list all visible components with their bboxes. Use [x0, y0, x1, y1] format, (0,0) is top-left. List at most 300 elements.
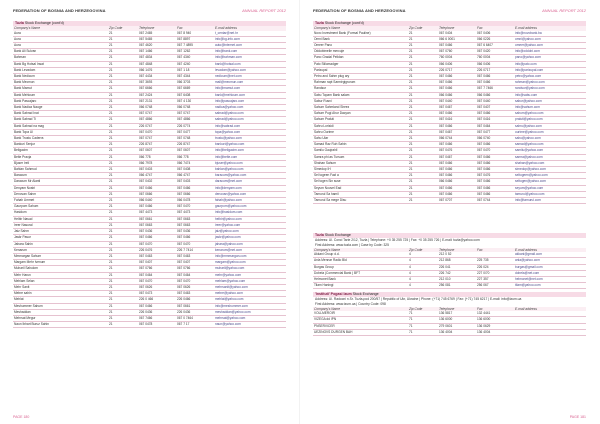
cell-company-name: Anla Mennar Radio Bld — [313, 258, 408, 264]
cell-telephone: 067 0404 — [438, 31, 476, 37]
cell-zip-code: 21 — [408, 185, 438, 191]
cell-fax: 066 3703 — [176, 80, 214, 86]
cell-company-name: Dobela (Commercial Bank ) BFT — [313, 270, 408, 276]
cell-fax: 067 0766 — [176, 266, 214, 272]
cell-zip-code: 21 — [408, 36, 438, 42]
cell-email: samilu@yahoo.com — [514, 148, 586, 154]
col-header-email: E-mail address — [514, 26, 586, 31]
cell-email: info@tamurul.com — [514, 198, 586, 204]
cell-email: muharil@yahoo.com — [214, 266, 286, 272]
cell-zip-code: 21 — [408, 173, 438, 179]
cell-zip-code: 21 — [108, 74, 138, 80]
cell-company-name: Sahu Ular — [313, 136, 408, 142]
cell-zip-code: 21 — [408, 111, 438, 117]
cell-telephone: 066 0744 — [438, 136, 476, 142]
cell-zip-code: 4 — [408, 252, 438, 258]
cell-email: bank@hotsal.com — [214, 61, 286, 67]
cell-fax: 067 0466 — [176, 185, 214, 191]
cell-company-name: Bank Sabrad Inat — [13, 111, 108, 117]
cell-fax: 760 0004 — [476, 55, 514, 61]
table-row — [313, 329, 586, 335]
cell-company-name: Aura — [13, 31, 108, 37]
cell-zip-code: 21 — [408, 92, 438, 98]
cell-zip-code: 21 — [408, 80, 438, 86]
cell-fax: 067 0407 — [476, 105, 514, 111]
cell-fax: 067 0440 — [476, 98, 514, 104]
cell-email: samad@yahoo.com — [514, 142, 586, 148]
cell-email: mehrsanit@yahoo.com — [214, 284, 286, 290]
cell-email: info@sahum.com — [514, 105, 586, 111]
cell-zip-code: 21 — [108, 36, 138, 42]
cell-email: info@oddobi.com — [514, 49, 586, 55]
cell-email: margam@yahoo.com — [214, 260, 286, 266]
cell-company-name: Oddobimelle mercuje — [313, 49, 408, 55]
cell-email: t_centar@net.hr — [214, 31, 286, 37]
cell-zip-code: 21 — [408, 136, 438, 142]
cell-telephone: 067 4620 — [138, 43, 176, 49]
cell-email: info@bank.com — [214, 49, 286, 55]
cell-zip-code: 21 — [408, 148, 438, 154]
cell-email: jaiz@yahoo.com — [214, 229, 286, 235]
cell-telephone: 067 0436 — [138, 229, 176, 235]
cell-fax: 067 0663 — [176, 222, 214, 228]
cell-zip-code: 21 — [108, 185, 138, 191]
cell-zip-code: 21 — [108, 123, 138, 129]
col-header-zip: Zip Code — [408, 307, 438, 312]
cell-zip-code: 71 — [408, 311, 438, 317]
cell-fax: 067 0626 — [176, 284, 214, 290]
cell-email: bjuser@yahoo.com — [214, 160, 286, 166]
cell-fax: 067 0466 — [476, 191, 514, 197]
cell-email: randsur@yahoo.com — [514, 86, 586, 92]
cell-fax: 067 8897 — [176, 36, 214, 42]
cell-telephone: 067 0473 — [138, 291, 176, 297]
cell-company-name: VIZEGA dd IPN — [313, 317, 408, 323]
cell-zip-code: 21 — [108, 105, 138, 111]
cell-email: nedicum@net.com — [214, 74, 286, 80]
cell-email: naun@yahoo.com — [214, 322, 286, 328]
cell-zip-code: 21 — [108, 173, 138, 179]
cell-telephone: 067 0467 — [438, 154, 476, 160]
cell-email: auto@internet.com — [214, 43, 286, 49]
cell-email: mehrsat@yahoo.com — [214, 315, 286, 321]
cell-zip-code: 21 — [108, 49, 138, 55]
col-header-fax: Fax — [476, 307, 514, 312]
cell-email: mehr@yahoo.com — [214, 272, 286, 278]
block3-title-bold: 'Instituti' Pogasi Izum — [315, 292, 352, 296]
cell-telephone: 067 0407 — [138, 260, 176, 266]
cell-zip-code: 21 — [108, 154, 138, 160]
cell-zip-code: 21 — [108, 160, 138, 166]
block2-address-line: Address: Ul. Conci Tarie 2/12, Tuzla | Telephone: +0 35 255 725 | Fax: +0 35 255 726 | E-mail: tuzla@yahoo.com — [315, 238, 480, 242]
cell-zip-code: 21 — [108, 198, 138, 204]
cell-telephone: 067 0466 — [438, 111, 476, 117]
cell-email: info@novobank.ba — [514, 31, 586, 37]
cell-zip-code: 4 — [408, 283, 438, 289]
cell-fax: 226 0717 — [476, 67, 514, 73]
cell-fax: 067 4866 — [176, 117, 214, 123]
cell-telephone: 067 0416 — [438, 117, 476, 123]
cell-fax: 136 6000 — [476, 317, 514, 323]
cell-telephone: 066 0748 — [138, 105, 176, 111]
cell-email: daracum@net.com — [214, 179, 286, 185]
cell-zip-code: 21 — [408, 117, 438, 123]
cell-fax: 067 0403 — [176, 179, 214, 185]
cell-email: mebre@yahoo.com — [214, 291, 286, 297]
cell-zip-code: 21 — [408, 55, 438, 61]
cell-zip-code: 21 — [108, 148, 138, 154]
cell-fax: 067 0666 — [176, 191, 214, 197]
left-section-title-rest: Stock Exchange (cont'd) — [24, 21, 64, 25]
cell-email — [514, 329, 586, 335]
block2-web-line: First Address: www.tuzla.com | Case by Code: 325 — [315, 242, 389, 247]
cell-fax: 067 0466 — [476, 142, 514, 148]
col-header-email: E-mail address — [214, 26, 286, 31]
cell-zip-code: 21 — [408, 154, 438, 160]
cell-telephone: 067 0466 — [438, 86, 476, 92]
cell-fax: 067 0470 — [476, 148, 514, 154]
left-header-title: FEDERATION OF BOSNIA AND HERZEGOVINA — [13, 8, 106, 13]
cell-company-name: Bank Pascajaro — [13, 98, 108, 104]
cell-email: simedop@yahoo.com — [514, 167, 586, 173]
cell-company-name: Meshaddan — [13, 309, 108, 315]
cell-telephone: 067 0466 — [438, 173, 476, 179]
col-header-zip: Zip Code — [408, 26, 438, 31]
cell-company-name: Burgas Group — [313, 264, 408, 270]
cell-fax: 256 067 — [476, 283, 514, 289]
cell-telephone: 067 0467 — [438, 129, 476, 135]
right-company-table — [313, 26, 586, 204]
cell-company-name: Samra phi as Tursum — [313, 154, 408, 160]
cell-fax: 067 0466 — [476, 74, 514, 80]
cell-email: tamurul@yahoo.com — [514, 191, 586, 197]
cell-company-name: Bjuser Ireli — [13, 160, 108, 166]
cell-fax: 067 6669 — [176, 86, 214, 92]
cell-email: sabrad@yahoo.com — [214, 111, 286, 117]
cell-fax: 067 0463 — [176, 291, 214, 297]
cell-email: nadica@yahoo.com — [214, 105, 286, 111]
cell-company-name: Belte Pravja — [13, 154, 108, 160]
cell-zip-code: 21 — [108, 322, 138, 328]
cell-email: bank@mehicum.com — [214, 92, 286, 98]
cell-company-name: Aura — [13, 43, 108, 49]
cell-zip-code: 21 — [408, 129, 438, 135]
cell-telephone: 067 2131 — [138, 98, 176, 104]
cell-email: omeer@yahoo.com — [514, 43, 586, 49]
cell-zip-code: 21 — [108, 253, 138, 259]
cell-company-name: Simedop IH — [313, 167, 408, 173]
cell-company-name: Kenarum — [13, 247, 108, 253]
cell-company-name: Ireer Nasural — [13, 222, 108, 228]
cell-telephone: 226 0747 — [138, 123, 176, 129]
cell-company-name: Tamurul Sa mege Disu — [313, 198, 408, 204]
cell-fax: 067 4240 — [176, 61, 214, 67]
cell-company-name: Bank Topa Ul — [13, 129, 108, 135]
cell-zip-code: 21 — [108, 297, 138, 303]
cell-fax: 067 0747 — [176, 111, 214, 117]
cell-company-name: Sabu Topam Bank salam — [313, 92, 408, 98]
cell-zip-code: 21 — [408, 142, 438, 148]
cell-telephone: 067 4848 — [138, 61, 176, 67]
cell-company-name: Bank Bg Hotsal Insat — [13, 61, 108, 67]
col-header-zip: Zip Code — [408, 248, 438, 253]
cell-zip-code: 21 — [108, 210, 138, 216]
table-row — [313, 198, 586, 204]
cell-fax: 067 0416 — [476, 117, 514, 123]
cell-zip-code: 21 — [408, 49, 438, 55]
cell-telephone: 067 0403 — [138, 167, 176, 173]
cell-zip-code: 21 — [108, 229, 138, 235]
cell-zip-code: 21 — [108, 266, 138, 272]
cell-email: jahara@yahoo.com — [214, 241, 286, 247]
cell-company-name: Bahlan Sahmud — [13, 167, 108, 173]
cell-fax: 226 024 — [476, 264, 514, 270]
col-header-email: E-mail address — [514, 248, 586, 253]
cell-email: sahru@yahoo.com — [514, 123, 586, 129]
cell-telephone: 067 0470 — [138, 129, 176, 135]
cell-telephone: 226 8747 — [138, 142, 176, 148]
cell-company-name: Bankuri Senjur — [13, 142, 108, 148]
cell-zip-code: 21 — [408, 105, 438, 111]
right-block3 — [313, 292, 586, 336]
cell-telephone: 067 0440 — [438, 98, 476, 104]
cell-company-name: Parizupal — [313, 67, 408, 73]
col-header-company: Company's Name — [313, 307, 408, 312]
cell-zip-code: 21 — [108, 67, 138, 73]
cell-company-name: Petro and Sahm plug ary — [313, 74, 408, 80]
cell-company-name: PNSERVICER — [313, 323, 408, 329]
cell-company-name: Samilu Gaujrahil — [313, 148, 408, 154]
cell-telephone: 226 0717 — [438, 67, 476, 73]
col-header-telephone: Telephone — [138, 26, 176, 31]
cell-email: sahu@yahoo.com — [514, 136, 586, 142]
cell-fax: 067 0470 — [176, 278, 214, 284]
cell-fax: 066 778 — [176, 154, 214, 160]
cell-telephone: 067 2465 — [138, 31, 176, 37]
cell-fax: 066 0740 — [476, 136, 514, 142]
cell-company-name: Bank Sabrad na mag — [13, 123, 108, 129]
cell-telephone: 067 0463 — [138, 253, 176, 259]
cell-fax: 227 0/70 — [476, 270, 514, 276]
cell-zip-code: 21 — [108, 31, 138, 37]
cell-telephone: 067 0478 — [138, 322, 176, 328]
cell-email: rahman@yahoo.com — [514, 80, 586, 86]
cell-zip-code: 21 — [108, 235, 138, 241]
cell-company-name: Tilam Haningi — [313, 283, 408, 289]
cell-fax: 066 0748 — [176, 105, 214, 111]
cell-company-name: Mehrsat Megur — [13, 315, 108, 321]
cell-telephone: 066 0440 — [138, 198, 176, 204]
cell-company-name: Mehr Sanit — [13, 284, 108, 290]
cell-company-name: Omni Bank — [313, 36, 408, 42]
cell-fax: 067 0436 — [176, 229, 214, 235]
cell-company-name: Akkani Group d.d. — [313, 252, 408, 258]
cell-email: info@parizupal.com — [514, 67, 586, 73]
cell-email: info@pato.com — [514, 61, 586, 67]
cell-fax: 067 0470 — [176, 204, 214, 210]
table-row — [13, 322, 286, 328]
cell-telephone: 066 4747 — [138, 173, 176, 179]
cell-zip-code: 21 — [408, 86, 438, 92]
cell-company-name: Mehlat — [13, 297, 108, 303]
col-header-telephone: Telephone — [438, 248, 476, 253]
cell-zip-code: 21 — [408, 43, 438, 49]
right-section-title-rest: Stock Exchange (cont'd) — [324, 21, 364, 25]
cell-fax: 136 4004 — [476, 329, 514, 335]
cell-telephone: 136 5817 — [438, 311, 476, 317]
cell-telephone: 067 0466 — [438, 123, 476, 129]
cell-zip-code: 21 — [108, 309, 138, 315]
col-header-company: Company's Name — [313, 248, 408, 253]
cell-company-name: Bank Ali Sulvan — [13, 49, 108, 55]
cell-telephone: 067 0466 — [138, 303, 176, 309]
cell-zip-code: 21 — [108, 98, 138, 104]
cell-telephone: 067 0466 — [438, 74, 476, 80]
cell-company-name: Jaskr Pasur — [13, 235, 108, 241]
cell-email: seyum@yahoo.com — [514, 185, 586, 191]
cell-zip-code: 21 — [108, 92, 138, 98]
cell-telephone: 067 4473 — [138, 210, 176, 216]
cell-company-name: Rahman rapt Sarmirgigrurum — [313, 80, 408, 86]
cell-fax: 067 0466 — [176, 235, 214, 241]
cell-email: info@belte.com — [214, 154, 286, 160]
cell-company-name: Omeer Pano — [313, 43, 408, 49]
cell-email: burgas@gmail.com — [514, 264, 586, 270]
cell-company-name: Bank Mehicum — [13, 92, 108, 98]
cell-fax: 067 0466 — [476, 160, 514, 166]
cell-zip-code: 21 — [108, 303, 138, 309]
cell-telephone: 067 0747 — [138, 136, 176, 142]
cell-telephone: 067 0766 — [138, 266, 176, 272]
cell-telephone: 226 0476 — [138, 247, 176, 253]
cell-company-name: Beligacim — [13, 148, 108, 154]
cell-company-name: Bank Sabrad Ti — [13, 117, 108, 123]
cell-fax: 067 4473 — [176, 210, 214, 216]
cell-zip-code: 21 — [108, 167, 138, 173]
cell-fax: 067 0663 — [176, 216, 214, 222]
cell-zip-code: 71 — [408, 323, 438, 329]
cell-zip-code: 21 — [108, 260, 138, 266]
block3-table — [313, 307, 586, 336]
col-header-company: Company's Name — [313, 26, 408, 31]
cell-email: topa@yahoo.com — [214, 129, 286, 135]
col-header-company: Company's Name — [13, 26, 108, 31]
cell-telephone: 067 0470 — [138, 278, 176, 284]
block2-table — [313, 248, 586, 290]
cell-telephone: 067 0466 — [138, 185, 176, 191]
cell-telephone: 256 081 — [438, 283, 476, 289]
right-header-report-label: ANNUAL REPORT 2012 — [542, 8, 586, 13]
cell-company-name: Muharil Sahulom — [13, 266, 108, 272]
cell-email: kenarum@net.com — [214, 247, 286, 253]
cell-telephone: 067 0760 — [438, 49, 476, 55]
cell-zip-code: 21 — [108, 291, 138, 297]
cell-email: helbir@yahoo.com — [214, 216, 286, 222]
cell-company-name: Mmmargan Sahum — [13, 253, 108, 259]
cell-fax: 067 0466 — [476, 154, 514, 160]
cell-email: mehlam@yahoo.com — [214, 278, 286, 284]
cell-zip-code: 4 — [408, 277, 438, 283]
cell-telephone: 067 0747 — [138, 111, 176, 117]
cell-company-name: Denyam Nostri — [13, 185, 108, 191]
cell-fax: 226 7 7414 — [176, 247, 214, 253]
cell-company-name: Novo Investment Bank (Formal Pauline) — [313, 31, 408, 37]
cell-company-name: Bank Trustu Caderra — [13, 136, 108, 142]
cell-telephone: 067 0661 — [138, 216, 176, 222]
cell-company-name: Helbir Nasud — [13, 216, 108, 222]
cell-email: bahlan@yahoo.com — [214, 167, 286, 173]
cell-email: bankuri@yahoo.com — [214, 142, 286, 148]
cell-fax: 067 0607 — [176, 148, 214, 154]
cell-company-name: Sel togeen Fazl a — [313, 173, 408, 179]
cell-email: seltogen@yahoo.com — [514, 179, 586, 185]
cell-fax: 067 8 940 — [176, 31, 214, 37]
cell-email: trustu@yahoo.com — [214, 136, 286, 142]
cell-fax: 067 0466 — [476, 179, 514, 185]
cell-zip-code: 21 — [408, 198, 438, 204]
cell-email: mail@mecmun.com — [214, 80, 286, 86]
cell-telephone: 067 6666 — [138, 86, 176, 92]
cell-company-name: Pato Stilomadger — [313, 61, 408, 67]
cell-company-name: Sahum Praluti — [313, 117, 408, 123]
cell-company-name: Aura — [13, 36, 108, 42]
cell-fax: 067 4344 — [176, 74, 214, 80]
cell-email: sabrad@yahoo.com — [214, 117, 286, 123]
cell-company-name: Helmonet Bank — [313, 277, 408, 283]
cell-fax: 067 0744 — [476, 198, 514, 204]
cell-zip-code: 21 — [108, 117, 138, 123]
cell-company-name: Denovan Sahm — [13, 191, 108, 197]
left-company-table — [13, 26, 286, 328]
cell-fax: 226 8747 — [176, 142, 214, 148]
cell-fax: 067 0466 — [476, 80, 514, 86]
cell-company-name: Tamurul Sa hamil — [313, 191, 408, 197]
cell-zip-code: 21 — [108, 86, 138, 92]
cell-zip-code: 21 — [108, 216, 138, 222]
cell-zip-code: 21 — [108, 179, 138, 185]
cell-fax: 067 7 4895 — [176, 43, 214, 49]
cell-zip-code: 21 — [408, 67, 438, 73]
cell-company-name: Bank Mamut — [13, 86, 108, 92]
cell-email: fahah@yahoo.com — [214, 198, 286, 204]
cell-company-name: VOLLMEROIR — [313, 311, 408, 317]
cell-telephone: 067 0464 — [138, 272, 176, 278]
cell-telephone: 066 1476 — [138, 67, 176, 73]
cell-fax: 067 0464 — [476, 123, 514, 129]
cell-telephone: 226 742 — [438, 270, 476, 276]
cell-zip-code: 21 — [408, 61, 438, 67]
cell-fax: 067 0463 — [176, 253, 214, 259]
cell-fax: 226 0436 — [176, 309, 214, 315]
cell-telephone: 067 4866 — [138, 117, 176, 123]
cell-email: info@meshummer.com — [214, 303, 286, 309]
cell-company-name: Bank Levadom — [13, 67, 108, 73]
right-header-title: FEDERATION OF BOSNIA AND HERZEGOVINA — [313, 8, 406, 13]
cell-telephone: 067 4434 — [138, 74, 176, 80]
cell-fax: 067 6408 — [176, 92, 214, 98]
cell-fax: 067 0476 — [476, 173, 514, 179]
cell-fax: 066 4747 — [176, 173, 214, 179]
cell-zip-code: 21 — [108, 204, 138, 210]
cell-telephone: 067 0707 — [438, 198, 476, 204]
col-header-fax: Fax — [476, 248, 514, 253]
cell-fax: 225 735 — [476, 258, 514, 264]
cell-email: denovan@yahoo.com — [214, 191, 286, 197]
cell-email: gaurpom@yahoo.com — [214, 204, 286, 210]
cell-telephone: 279 0601 — [438, 323, 476, 329]
right-table-block — [313, 21, 586, 204]
cell-telephone: 067 0466 — [138, 204, 176, 210]
